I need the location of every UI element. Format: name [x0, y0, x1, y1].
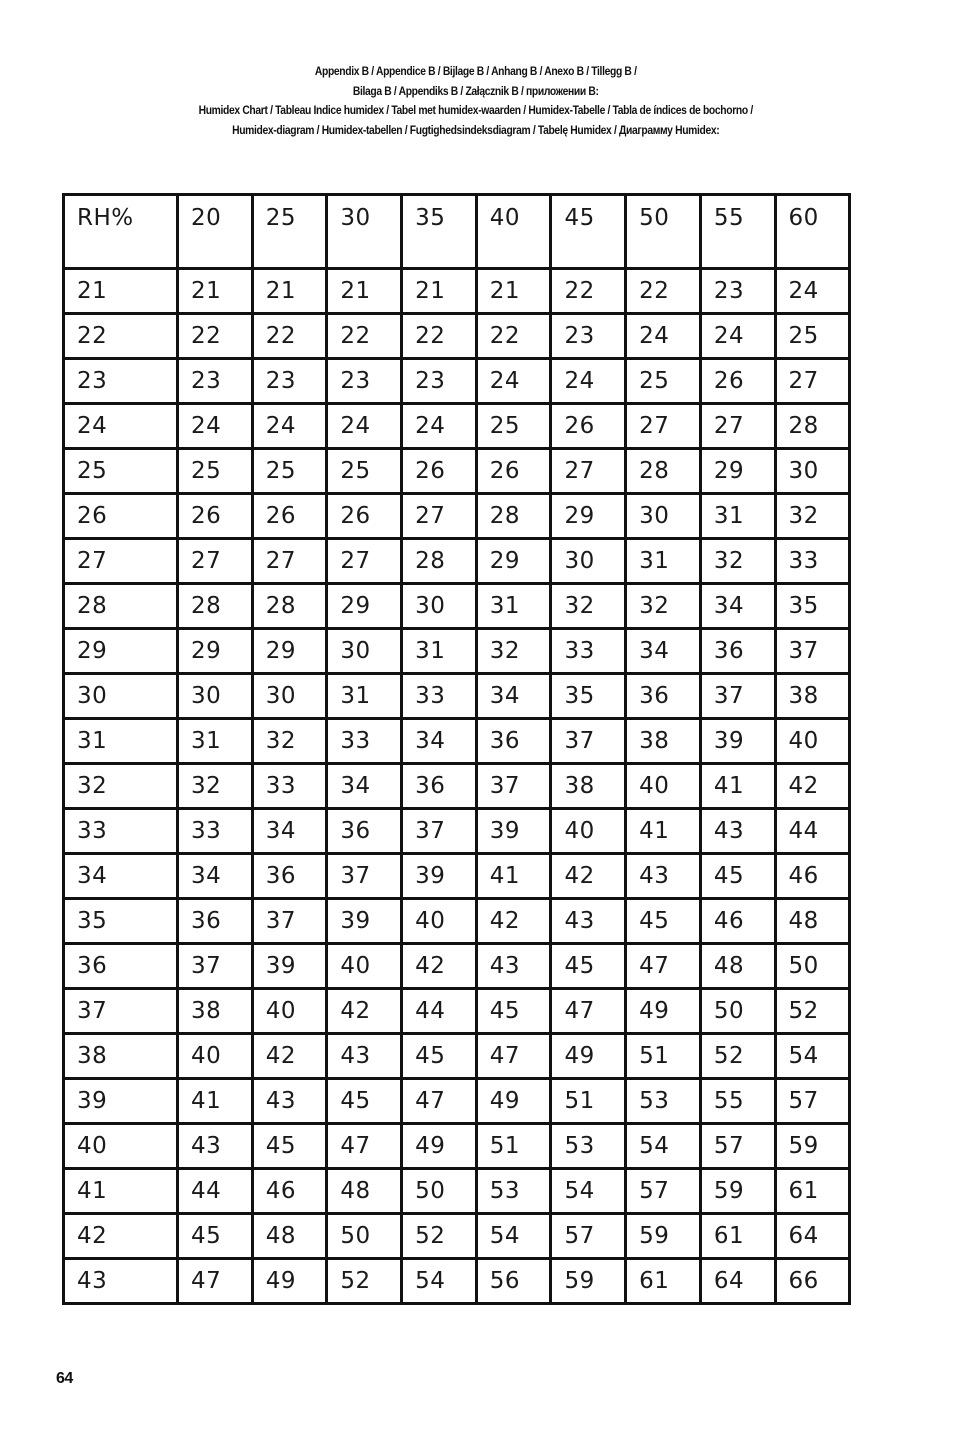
- table-cell: 40: [178, 1034, 253, 1079]
- table-cell: 43: [551, 899, 626, 944]
- table-cell: 22: [178, 314, 253, 359]
- table-cell: 25: [178, 449, 253, 494]
- table-cell: 49: [626, 989, 701, 1034]
- table-cell: 43: [327, 1034, 402, 1079]
- table-cell: 46: [252, 1169, 327, 1214]
- table-cell: 28: [476, 494, 551, 539]
- row-label-cell: 25: [64, 449, 178, 494]
- table-cell: 28: [252, 584, 327, 629]
- table-cell: 45: [476, 989, 551, 1034]
- table-cell: 30: [626, 494, 701, 539]
- row-label-cell: 29: [64, 629, 178, 674]
- table-cell: 39: [402, 854, 477, 899]
- table-cell: 26: [178, 494, 253, 539]
- table-cell: 31: [327, 674, 402, 719]
- table-cell: 30: [402, 584, 477, 629]
- table-row: [64, 449, 850, 494]
- table-cell: 61: [775, 1169, 850, 1214]
- table-cell: 24: [476, 359, 551, 404]
- table-cell: 23: [252, 359, 327, 404]
- column-header-cell: 35: [402, 195, 477, 269]
- table-cell: 50: [402, 1169, 477, 1214]
- table-cell: 57: [626, 1169, 701, 1214]
- column-header-cell: 50: [626, 195, 701, 269]
- appendix-heading: [66, 62, 886, 140]
- row-label-cell: 31: [64, 719, 178, 764]
- table-cell: 24: [775, 269, 850, 314]
- row-label-cell: 33: [64, 809, 178, 854]
- table-cell: 36: [626, 674, 701, 719]
- table-cell: 31: [626, 539, 701, 584]
- row-label-cell: 23: [64, 359, 178, 404]
- table-cell: 31: [402, 629, 477, 674]
- table-cell: 34: [626, 629, 701, 674]
- table-cell: 56: [476, 1259, 551, 1304]
- table-cell: 43: [626, 854, 701, 899]
- table-cell: 29: [178, 629, 253, 674]
- table-cell: 33: [551, 629, 626, 674]
- row-label-cell: 24: [64, 404, 178, 449]
- table-cell: 21: [402, 269, 477, 314]
- table-cell: 59: [700, 1169, 775, 1214]
- heading-line-2: Bilaga B / Appendiks B / Załącznik B / приложении B:: [352, 83, 599, 98]
- table-cell: 55: [700, 1079, 775, 1124]
- table-cell: 32: [626, 584, 701, 629]
- table-cell: 23: [551, 314, 626, 359]
- table-cell: 26: [252, 494, 327, 539]
- table-row: [64, 269, 850, 314]
- table-cell: 35: [551, 674, 626, 719]
- row-label-cell: 34: [64, 854, 178, 899]
- table-cell: 47: [551, 989, 626, 1034]
- table-row: [64, 584, 850, 629]
- table-row: [64, 719, 850, 764]
- table-cell: 30: [252, 674, 327, 719]
- table-row: [64, 674, 850, 719]
- table-cell: 44: [178, 1169, 253, 1214]
- table-cell: 32: [178, 764, 253, 809]
- table-row: [64, 629, 850, 674]
- table-cell: 52: [700, 1034, 775, 1079]
- table-cell: 59: [551, 1259, 626, 1304]
- table-cell: 34: [700, 584, 775, 629]
- table-cell: 34: [327, 764, 402, 809]
- table-cell: 45: [402, 1034, 477, 1079]
- table-cell: 48: [252, 1214, 327, 1259]
- table-cell: 26: [700, 359, 775, 404]
- column-header-cell: 55: [700, 195, 775, 269]
- table-cell: 30: [327, 629, 402, 674]
- table-cell: 21: [476, 269, 551, 314]
- rh-header-cell: RH%: [64, 195, 178, 269]
- table-cell: 34: [252, 809, 327, 854]
- row-label-cell: 37: [64, 989, 178, 1034]
- table-cell: 43: [178, 1124, 253, 1169]
- table-cell: 52: [327, 1259, 402, 1304]
- table-cell: 36: [476, 719, 551, 764]
- table-cell: 30: [775, 449, 850, 494]
- table-cell: 29: [327, 584, 402, 629]
- table-cell: 32: [551, 584, 626, 629]
- table-cell: 61: [626, 1259, 701, 1304]
- table-cell: 40: [402, 899, 477, 944]
- table-cell: 54: [402, 1259, 477, 1304]
- table-cell: 26: [402, 449, 477, 494]
- row-label-cell: 35: [64, 899, 178, 944]
- table-cell: 50: [775, 944, 850, 989]
- table-cell: 44: [775, 809, 850, 854]
- table-cell: 57: [775, 1079, 850, 1124]
- table-cell: 59: [775, 1124, 850, 1169]
- table-row: [64, 1214, 850, 1259]
- table-cell: 43: [252, 1079, 327, 1124]
- table-cell: 25: [775, 314, 850, 359]
- heading-line-1: Appendix B / Appendice B / Bijlage B / Anhang B / Anexo B / Tillegg B /: [314, 64, 637, 78]
- table-cell: 27: [775, 359, 850, 404]
- table-cell: 39: [327, 899, 402, 944]
- column-header-cell: 40: [476, 195, 551, 269]
- row-label-cell: 21: [64, 269, 178, 314]
- column-header-cell: 60: [775, 195, 850, 269]
- table-cell: 53: [551, 1124, 626, 1169]
- table-row: [64, 854, 850, 899]
- table-cell: 46: [775, 854, 850, 899]
- page-number: 64: [56, 1370, 73, 1387]
- table-cell: 50: [700, 989, 775, 1034]
- table-cell: 38: [626, 719, 701, 764]
- table-cell: 40: [252, 989, 327, 1034]
- table-cell: 29: [551, 494, 626, 539]
- table-row: [64, 899, 850, 944]
- row-label-cell: 30: [64, 674, 178, 719]
- table-cell: 50: [327, 1214, 402, 1259]
- table-cell: 31: [700, 494, 775, 539]
- table-cell: 37: [252, 899, 327, 944]
- table-cell: 45: [252, 1124, 327, 1169]
- table-row: [64, 809, 850, 854]
- table-cell: 41: [700, 764, 775, 809]
- table-cell: 21: [178, 269, 253, 314]
- table-cell: 37: [700, 674, 775, 719]
- table-cell: 35: [775, 584, 850, 629]
- table-row: [64, 1034, 850, 1079]
- table-cell: 34: [178, 854, 253, 899]
- column-header-cell: 30: [327, 195, 402, 269]
- table-cell: 42: [252, 1034, 327, 1079]
- table-cell: 28: [626, 449, 701, 494]
- table-cell: 51: [551, 1079, 626, 1124]
- table-cell: 48: [775, 899, 850, 944]
- row-label-cell: 27: [64, 539, 178, 584]
- table-cell: 41: [476, 854, 551, 899]
- table-cell: 27: [551, 449, 626, 494]
- table-cell: 54: [476, 1214, 551, 1259]
- heading-line-4: Humidex-diagram / Humidex-tabellen / Fugtighedsindeksdiagram / Tabelę Humidex / Диаграмму Humidex:: [232, 122, 720, 137]
- table-cell: 31: [178, 719, 253, 764]
- table-cell: 51: [476, 1124, 551, 1169]
- table-cell: 32: [476, 629, 551, 674]
- table-cell: 36: [700, 629, 775, 674]
- table-cell: 44: [402, 989, 477, 1034]
- table-cell: 24: [402, 404, 477, 449]
- table-cell: 28: [402, 539, 477, 584]
- table-cell: 34: [402, 719, 477, 764]
- table-cell: 37: [775, 629, 850, 674]
- row-label-cell: 43: [64, 1259, 178, 1304]
- table-row: [64, 314, 850, 359]
- row-label-cell: 32: [64, 764, 178, 809]
- table-cell: 40: [551, 809, 626, 854]
- table-cell: 48: [700, 944, 775, 989]
- table-row: [64, 494, 850, 539]
- row-label-cell: 42: [64, 1214, 178, 1259]
- table-cell: 27: [402, 494, 477, 539]
- table-cell: 27: [252, 539, 327, 584]
- table-cell: 53: [476, 1169, 551, 1214]
- table-cell: 26: [327, 494, 402, 539]
- table-row: [64, 404, 850, 449]
- column-header-cell: 20: [178, 195, 253, 269]
- table-cell: 22: [327, 314, 402, 359]
- table-row: [64, 1079, 850, 1124]
- table-cell: 51: [626, 1034, 701, 1079]
- table-cell: 52: [775, 989, 850, 1034]
- table-cell: 27: [327, 539, 402, 584]
- table-header-row: [64, 195, 850, 269]
- table-cell: 42: [402, 944, 477, 989]
- table-cell: 66: [775, 1259, 850, 1304]
- table-row: [64, 1259, 850, 1304]
- table-cell: 22: [551, 269, 626, 314]
- table-cell: 41: [626, 809, 701, 854]
- table-cell: 33: [178, 809, 253, 854]
- table-cell: 24: [700, 314, 775, 359]
- table-cell: 48: [327, 1169, 402, 1214]
- table-cell: 33: [252, 764, 327, 809]
- table-cell: 42: [327, 989, 402, 1034]
- table-cell: 40: [626, 764, 701, 809]
- table-cell: 26: [551, 404, 626, 449]
- table-cell: 25: [476, 404, 551, 449]
- table-cell: 24: [252, 404, 327, 449]
- table-row: [64, 944, 850, 989]
- table-cell: 33: [327, 719, 402, 764]
- table-cell: 47: [178, 1259, 253, 1304]
- table-cell: 47: [626, 944, 701, 989]
- table-cell: 22: [626, 269, 701, 314]
- table-cell: 23: [327, 359, 402, 404]
- column-header-cell: 25: [252, 195, 327, 269]
- table-cell: 33: [402, 674, 477, 719]
- table-cell: 54: [626, 1124, 701, 1169]
- table-cell: 36: [327, 809, 402, 854]
- table-cell: 37: [551, 719, 626, 764]
- table-cell: 24: [626, 314, 701, 359]
- table-cell: 47: [402, 1079, 477, 1124]
- table-cell: 27: [626, 404, 701, 449]
- table-cell: 24: [327, 404, 402, 449]
- table-cell: 26: [476, 449, 551, 494]
- table-cell: 37: [476, 764, 551, 809]
- table-cell: 45: [551, 944, 626, 989]
- table-cell: 32: [252, 719, 327, 764]
- table-cell: 45: [626, 899, 701, 944]
- table-cell: 54: [775, 1034, 850, 1079]
- row-label-cell: 38: [64, 1034, 178, 1079]
- table-row: [64, 1169, 850, 1214]
- table-cell: 25: [252, 449, 327, 494]
- table-cell: 42: [775, 764, 850, 809]
- table-cell: 23: [178, 359, 253, 404]
- table-cell: 36: [402, 764, 477, 809]
- table-cell: 29: [700, 449, 775, 494]
- table-cell: 64: [700, 1259, 775, 1304]
- table-cell: 49: [252, 1259, 327, 1304]
- table-cell: 43: [476, 944, 551, 989]
- table-row: [64, 359, 850, 404]
- table-cell: 41: [178, 1079, 253, 1124]
- table-cell: 43: [700, 809, 775, 854]
- table-row: [64, 539, 850, 584]
- table-cell: 40: [327, 944, 402, 989]
- table-cell: 25: [327, 449, 402, 494]
- column-header-cell: 45: [551, 195, 626, 269]
- row-label-cell: 36: [64, 944, 178, 989]
- table-cell: 37: [327, 854, 402, 899]
- table-cell: 36: [178, 899, 253, 944]
- table-cell: 45: [327, 1079, 402, 1124]
- table-cell: 45: [178, 1214, 253, 1259]
- table-cell: 49: [476, 1079, 551, 1124]
- table-cell: 24: [178, 404, 253, 449]
- table-row: [64, 989, 850, 1034]
- table-cell: 61: [700, 1214, 775, 1259]
- table-cell: 33: [775, 539, 850, 584]
- table-cell: 42: [551, 854, 626, 899]
- table-cell: 28: [178, 584, 253, 629]
- row-label-cell: 22: [64, 314, 178, 359]
- row-label-cell: 41: [64, 1169, 178, 1214]
- table-cell: 49: [551, 1034, 626, 1079]
- table-cell: 22: [476, 314, 551, 359]
- row-label-cell: 40: [64, 1124, 178, 1169]
- table-cell: 38: [775, 674, 850, 719]
- table-cell: 22: [402, 314, 477, 359]
- table-cell: 40: [775, 719, 850, 764]
- table-cell: 23: [700, 269, 775, 314]
- row-label-cell: 26: [64, 494, 178, 539]
- table-cell: 39: [252, 944, 327, 989]
- heading-line-3: Humidex Chart / Tableau Indice humidex / Tabel met humidex-waarden / Humidex-Tabelle / Tabla de índices de bochorno /: [198, 103, 753, 117]
- table-cell: 32: [775, 494, 850, 539]
- table-cell: 54: [551, 1169, 626, 1214]
- table-cell: 39: [700, 719, 775, 764]
- table-cell: 49: [402, 1124, 477, 1169]
- table-cell: 45: [700, 854, 775, 899]
- table-cell: 64: [775, 1214, 850, 1259]
- table-cell: 57: [700, 1124, 775, 1169]
- table-cell: 34: [476, 674, 551, 719]
- table-cell: 38: [178, 989, 253, 1034]
- table-cell: 30: [178, 674, 253, 719]
- table-cell: 37: [402, 809, 477, 854]
- table-cell: 46: [700, 899, 775, 944]
- table-cell: 57: [551, 1214, 626, 1259]
- humidex-table: [62, 193, 851, 1305]
- table-cell: 24: [551, 359, 626, 404]
- table-cell: 21: [252, 269, 327, 314]
- table-cell: 28: [775, 404, 850, 449]
- table-cell: 31: [476, 584, 551, 629]
- table-row: [64, 764, 850, 809]
- table-cell: 47: [476, 1034, 551, 1079]
- table-cell: 25: [626, 359, 701, 404]
- table-cell: 27: [178, 539, 253, 584]
- table-cell: 27: [700, 404, 775, 449]
- table-cell: 32: [700, 539, 775, 584]
- table-cell: 21: [327, 269, 402, 314]
- table-cell: 36: [252, 854, 327, 899]
- table-cell: 39: [476, 809, 551, 854]
- table-cell: 37: [178, 944, 253, 989]
- table-cell: 42: [476, 899, 551, 944]
- table-cell: 29: [476, 539, 551, 584]
- table-cell: 22: [252, 314, 327, 359]
- table-cell: 59: [626, 1214, 701, 1259]
- table-cell: 52: [402, 1214, 477, 1259]
- table-cell: 23: [402, 359, 477, 404]
- row-label-cell: 39: [64, 1079, 178, 1124]
- table-cell: 47: [327, 1124, 402, 1169]
- table-cell: 53: [626, 1079, 701, 1124]
- table-row: [64, 1124, 850, 1169]
- table-cell: 30: [551, 539, 626, 584]
- table-cell: 38: [551, 764, 626, 809]
- table-cell: 29: [252, 629, 327, 674]
- row-label-cell: 28: [64, 584, 178, 629]
